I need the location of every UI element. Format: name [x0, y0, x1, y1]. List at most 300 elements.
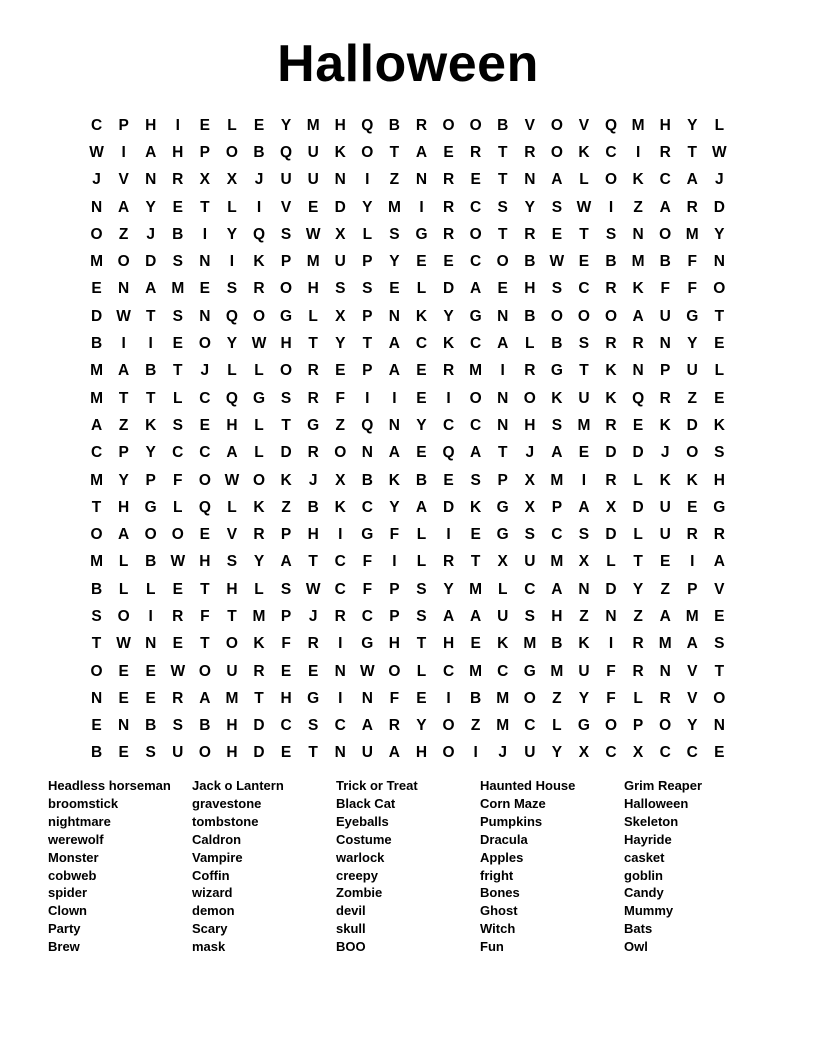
- grid-letter: E: [172, 635, 183, 653]
- grid-letter: L: [173, 498, 183, 516]
- word-list-item: Dracula: [480, 831, 528, 847]
- grid-letter: N: [578, 580, 590, 598]
- word-list-item: Monster: [48, 849, 99, 865]
- grid-letter: P: [660, 362, 671, 380]
- grid-letter: Y: [687, 335, 698, 353]
- grid-letter: T: [91, 498, 102, 516]
- grid-letter: H: [524, 416, 536, 434]
- grid-letter: B: [415, 471, 428, 489]
- grid-letter: Q: [252, 225, 266, 243]
- grid-letter: C: [334, 580, 346, 598]
- grid-letter: I: [446, 389, 451, 407]
- grid-letter: T: [389, 143, 400, 161]
- grid-letter: B: [199, 717, 211, 735]
- grid-letter: L: [633, 471, 643, 489]
- grid-letter: B: [145, 553, 157, 571]
- grid-letter: R: [442, 362, 455, 380]
- word-list-item: Bats: [624, 921, 653, 937]
- grid-letter: A: [551, 171, 563, 189]
- grid-letter: M: [225, 689, 239, 707]
- grid-letter: A: [686, 171, 698, 189]
- grid-letter: M: [90, 471, 103, 489]
- grid-letter: N: [497, 307, 509, 325]
- word-list-item: Halloween: [624, 795, 689, 811]
- grid-letter: O: [117, 607, 130, 625]
- grid-letter: R: [686, 198, 698, 216]
- grid-letter: I: [608, 198, 614, 216]
- grid-letter: G: [307, 416, 320, 434]
- grid-letter: I: [446, 526, 451, 544]
- word-list-item: Haunted House: [480, 778, 576, 793]
- grid-letter: N: [118, 717, 130, 735]
- grid-letter: C: [361, 607, 373, 625]
- word-list-item: Zombie: [336, 885, 383, 901]
- grid-letter: H: [145, 116, 157, 134]
- grid-letter: M: [631, 253, 645, 271]
- grid-letter: U: [659, 526, 671, 544]
- grid-row: [83, 549, 733, 576]
- word-list-item: Black Cat: [336, 795, 396, 811]
- grid-letter: W: [89, 143, 104, 161]
- grid-letter: S: [280, 225, 292, 243]
- grid-letter: M: [387, 198, 401, 216]
- grid-letter: M: [631, 116, 645, 134]
- grid-letter: K: [415, 307, 428, 325]
- grid-letter: F: [389, 526, 400, 544]
- grid-letter: F: [362, 580, 373, 598]
- grid-letter: H: [199, 553, 211, 571]
- grid-letter: A: [551, 580, 563, 598]
- grid-letter: R: [442, 225, 455, 243]
- grid-letter: I: [392, 553, 397, 571]
- grid-letter: N: [497, 416, 509, 434]
- word-list-item: Costume: [336, 831, 392, 847]
- grid-letter: C: [551, 526, 563, 544]
- grid-letter: Y: [389, 253, 400, 271]
- grid-letter: Y: [226, 225, 238, 243]
- grid-letter: S: [335, 280, 346, 298]
- grid-letter: L: [633, 526, 643, 544]
- grid-letter: T: [308, 335, 318, 353]
- grid-letter: M: [252, 607, 266, 625]
- grid-letter: R: [388, 717, 400, 735]
- grid-letter: N: [361, 689, 373, 707]
- grid-row: [83, 167, 733, 194]
- grid-letter: D: [713, 198, 725, 216]
- grid-row: [83, 303, 733, 330]
- grid-letter: G: [469, 307, 482, 325]
- grid-letter: C: [686, 744, 698, 762]
- grid-letter: O: [713, 689, 726, 707]
- grid-letter: A: [497, 335, 509, 353]
- grid-letter: G: [713, 498, 726, 516]
- grid-letter: O: [361, 143, 374, 161]
- grid-letter: T: [579, 225, 589, 243]
- grid-letter: S: [91, 607, 102, 625]
- grid-letter: Z: [579, 607, 589, 625]
- grid-letter: Y: [416, 416, 427, 434]
- word-list-item: broomstick: [48, 795, 119, 811]
- word-list-item: Grim Reaper: [624, 778, 703, 793]
- word-list-item: Candy: [624, 885, 664, 901]
- grid-letter: R: [442, 553, 455, 571]
- grid-letter: C: [199, 389, 211, 407]
- grid-letter: E: [145, 662, 156, 680]
- word-list-item: BOO: [336, 939, 366, 955]
- word-column: [480, 777, 624, 956]
- grid-letter: K: [632, 280, 644, 298]
- grid-letter: F: [687, 280, 697, 298]
- grid-letter: Q: [361, 416, 374, 434]
- grid-letter: C: [659, 744, 671, 762]
- grid-letter: H: [307, 280, 319, 298]
- grid-letter: Q: [198, 498, 211, 516]
- grid-letter: L: [145, 580, 156, 598]
- grid-letter: B: [145, 717, 157, 735]
- grid-letter: F: [281, 635, 291, 653]
- grid-letter: B: [551, 335, 563, 353]
- grid-letter: E: [470, 171, 481, 189]
- grid-letter: B: [253, 143, 265, 161]
- grid-letter: S: [280, 580, 292, 598]
- grid-letter: I: [392, 389, 397, 407]
- grid-letter: M: [469, 580, 483, 598]
- grid-letter: E: [280, 744, 292, 762]
- grid-row: [83, 521, 733, 548]
- grid-letter: O: [334, 444, 347, 462]
- word-list-item: werewolf: [48, 831, 104, 847]
- grid-letter: O: [90, 526, 103, 544]
- grid-letter: E: [660, 553, 671, 571]
- grid-letter: R: [659, 689, 671, 707]
- grid-letter: V: [524, 116, 535, 134]
- grid-letter: I: [338, 689, 343, 707]
- word-list-item: devil: [336, 903, 366, 919]
- grid-letter: Y: [687, 116, 698, 134]
- grid-letter: L: [525, 335, 535, 353]
- word-column: [624, 777, 768, 956]
- grid-letter: S: [280, 389, 292, 407]
- grid-letter: E: [199, 526, 211, 544]
- grid-letter: N: [361, 444, 373, 462]
- grid-letter: Y: [118, 471, 129, 489]
- grid-letter: F: [335, 389, 345, 407]
- grid-letter: R: [632, 635, 644, 653]
- grid-letter: R: [632, 335, 644, 353]
- grid-letter: B: [524, 307, 536, 325]
- grid-letter: O: [604, 717, 618, 735]
- grid-row: [83, 248, 733, 275]
- grid-letter: R: [442, 198, 455, 216]
- grid-letter: O: [604, 171, 618, 189]
- grid-letter: S: [524, 526, 535, 544]
- grid-letter: D: [334, 198, 346, 216]
- grid-letter: E: [172, 580, 183, 598]
- grid-letter: Y: [226, 335, 238, 353]
- word-list-item: Caldron: [192, 831, 242, 847]
- grid-letter: L: [714, 116, 725, 134]
- grid-letter: O: [198, 471, 211, 489]
- grid-letter: B: [605, 253, 617, 271]
- grid-letter: P: [632, 717, 644, 735]
- grid-letter: E: [714, 744, 725, 762]
- grid-letter: E: [416, 389, 427, 407]
- grid-letter: K: [632, 171, 644, 189]
- grid-letter: N: [199, 253, 211, 271]
- grid-letter: A: [578, 498, 590, 516]
- grid-letter: R: [253, 662, 265, 680]
- grid-letter: X: [497, 553, 508, 571]
- grid-letter: E: [172, 335, 183, 353]
- grid-row: [83, 412, 733, 439]
- grid-letter: U: [334, 253, 346, 271]
- grid-letter: E: [307, 198, 319, 216]
- grid-letter: I: [690, 553, 695, 571]
- grid-letter: K: [388, 471, 400, 489]
- grid-letter: U: [524, 553, 536, 571]
- word-list-item: Ghost: [480, 903, 518, 919]
- grid-letter: Z: [687, 389, 697, 407]
- grid-letter: S: [145, 744, 156, 762]
- grid-letter: O: [659, 225, 672, 243]
- grid-row: [83, 740, 733, 767]
- grid-letter: R: [334, 607, 346, 625]
- grid-letter: T: [200, 198, 210, 216]
- grid-letter: C: [524, 580, 536, 598]
- word-list-item: nightmare: [48, 813, 111, 829]
- grid-letter: H: [226, 717, 238, 735]
- grid-letter: N: [145, 171, 157, 189]
- grid-letter: O: [198, 662, 211, 680]
- grid-letter: A: [470, 280, 482, 298]
- grid-letter: U: [280, 171, 292, 189]
- word-list-item: warlock: [336, 849, 385, 865]
- grid-letter: E: [551, 225, 563, 243]
- grid-row: [83, 194, 733, 221]
- grid-letter: F: [389, 689, 400, 707]
- grid-letter: A: [199, 689, 211, 707]
- grid-letter: N: [334, 744, 346, 762]
- grid-letter: B: [388, 116, 400, 134]
- grid-letter: A: [415, 498, 428, 516]
- grid-letter: H: [172, 143, 184, 161]
- grid-letter: E: [389, 280, 400, 298]
- grid-row: [83, 330, 733, 357]
- grid-letter: B: [470, 689, 482, 707]
- grid-letter: G: [496, 526, 509, 544]
- grid-letter: I: [229, 253, 235, 271]
- grid-letter: R: [659, 143, 671, 161]
- grid-letter: M: [90, 362, 103, 380]
- grid-letter: L: [308, 307, 318, 325]
- grid-letter: E: [443, 471, 454, 489]
- grid-letter: N: [713, 253, 725, 271]
- grid-letter: O: [469, 116, 482, 134]
- grid-letter: U: [578, 389, 590, 407]
- grid-letter: P: [362, 307, 373, 325]
- grid-letter: L: [416, 662, 427, 680]
- grid-letter: X: [632, 744, 644, 762]
- grid-letter: G: [361, 635, 374, 653]
- grid-letter: E: [199, 416, 211, 434]
- grid-letter: O: [198, 335, 211, 353]
- grid-letter: V: [118, 171, 129, 189]
- grid-letter: Y: [551, 744, 563, 762]
- grid-letter: A: [659, 607, 671, 625]
- grid-letter: R: [307, 444, 319, 462]
- grid-letter: C: [659, 171, 671, 189]
- grid-letter: C: [90, 444, 103, 462]
- grid-letter: J: [660, 444, 670, 462]
- grid-letter: Y: [335, 335, 346, 353]
- grid-letter: P: [280, 607, 292, 625]
- grid-letter: A: [470, 444, 482, 462]
- grid-letter: B: [524, 253, 536, 271]
- grid-letter: O: [117, 253, 130, 271]
- word-list-item: wizard: [192, 885, 233, 901]
- grid-letter: I: [473, 744, 478, 762]
- grid-letter: A: [145, 280, 157, 298]
- grid-letter: Y: [253, 553, 265, 571]
- grid-row: [83, 467, 733, 494]
- grid-letter: Y: [443, 307, 454, 325]
- grid-letter: F: [200, 607, 210, 625]
- grid-letter: V: [578, 116, 590, 134]
- grid-letter: N: [415, 171, 428, 189]
- grid-letter: N: [632, 225, 644, 243]
- grid-letter: R: [172, 171, 184, 189]
- grid-letter: U: [226, 662, 238, 680]
- grid-letter: B: [90, 335, 103, 353]
- grid-letter: Z: [633, 607, 643, 625]
- grid-letter: T: [497, 143, 508, 161]
- grid-letter: J: [146, 225, 155, 243]
- grid-letter: L: [416, 526, 427, 544]
- grid-letter: D: [686, 416, 698, 434]
- grid-letter: A: [470, 607, 482, 625]
- grid-letter: O: [550, 307, 563, 325]
- grid-letter: N: [659, 662, 671, 680]
- grid-letter: E: [632, 416, 644, 434]
- grid-letter: W: [116, 307, 131, 325]
- grid-letter: C: [415, 335, 428, 353]
- grid-letter: E: [118, 662, 129, 680]
- grid-letter: H: [415, 744, 428, 762]
- grid-letter: Z: [552, 689, 562, 707]
- word-list: [48, 777, 768, 956]
- grid-letter: S: [389, 225, 400, 243]
- grid-letter: O: [144, 526, 157, 544]
- grid-letter: Y: [389, 498, 400, 516]
- word-list-item: Corn Maze: [480, 795, 546, 811]
- grid-letter: E: [714, 389, 725, 407]
- grid-letter: W: [170, 662, 186, 680]
- grid-letter: I: [446, 689, 451, 707]
- grid-letter: S: [578, 526, 590, 544]
- grid-letter: C: [578, 280, 590, 298]
- grid-letter: R: [253, 280, 265, 298]
- grid-letter: O: [713, 280, 726, 298]
- grid-letter: B: [172, 225, 184, 243]
- grid-letter: K: [659, 471, 671, 489]
- word-list-item: Jack o Lantern: [192, 778, 284, 793]
- grid-letter: I: [338, 526, 343, 544]
- grid-letter: X: [199, 171, 211, 189]
- grid-letter: K: [686, 471, 698, 489]
- grid-letter: T: [497, 225, 508, 243]
- grid-letter: M: [550, 471, 564, 489]
- grid-row: [83, 685, 733, 712]
- grid-letter: A: [118, 198, 130, 216]
- grid-letter: L: [227, 198, 237, 216]
- grid-letter: T: [687, 143, 697, 161]
- grid-letter: O: [388, 662, 401, 680]
- grid-letter: P: [497, 471, 508, 489]
- grid-letter: K: [442, 335, 455, 353]
- grid-letter: H: [280, 689, 292, 707]
- grid-letter: Z: [470, 717, 481, 735]
- grid-letter: H: [442, 635, 455, 653]
- grid-row: [83, 494, 733, 521]
- grid-letter: A: [713, 553, 725, 571]
- grid-row: [83, 603, 733, 630]
- grid-letter: L: [227, 362, 237, 380]
- grid-letter: X: [335, 225, 346, 243]
- grid-letter: B: [551, 635, 563, 653]
- grid-letter: L: [227, 498, 237, 516]
- grid-row: [83, 358, 733, 385]
- grid-letter: T: [497, 171, 508, 189]
- grid-letter: O: [604, 307, 618, 325]
- grid-letter: E: [91, 280, 102, 298]
- grid-letter: C: [90, 116, 103, 134]
- grid-letter: E: [199, 116, 211, 134]
- grid-letter: P: [389, 607, 400, 625]
- grid-letter: I: [635, 143, 641, 161]
- grid-letter: S: [416, 580, 427, 598]
- grid-letter: L: [606, 553, 616, 571]
- grid-letter: R: [524, 143, 536, 161]
- grid-letter: A: [388, 744, 400, 762]
- word-list-item: creepy: [336, 867, 378, 883]
- grid-letter: C: [605, 143, 617, 161]
- grid-letter: Z: [660, 580, 670, 598]
- grid-letter: T: [145, 307, 156, 325]
- grid-letter: P: [362, 362, 373, 380]
- grid-letter: P: [199, 143, 211, 161]
- grid-letter: K: [470, 498, 482, 516]
- grid-letter: R: [415, 116, 428, 134]
- word-list-item: Hayride: [624, 831, 672, 847]
- grid-letter: H: [524, 280, 536, 298]
- grid-letter: Q: [604, 116, 618, 134]
- grid-letter: S: [470, 471, 481, 489]
- grid-letter: J: [200, 362, 210, 380]
- grid-letter: O: [280, 280, 293, 298]
- grid-letter: Q: [361, 116, 374, 134]
- grid-letter: U: [578, 662, 590, 680]
- grid-letter: U: [307, 171, 319, 189]
- grid-letter: D: [632, 498, 644, 516]
- grid-letter: K: [253, 635, 265, 653]
- grid-letter: X: [524, 498, 535, 516]
- grid-letter: M: [685, 607, 699, 625]
- grid-letter: Y: [578, 689, 590, 707]
- word-list-item: Party: [48, 921, 81, 937]
- grid-letter: I: [121, 143, 126, 161]
- grid-letter: Y: [524, 198, 535, 216]
- grid-letter: U: [659, 307, 671, 325]
